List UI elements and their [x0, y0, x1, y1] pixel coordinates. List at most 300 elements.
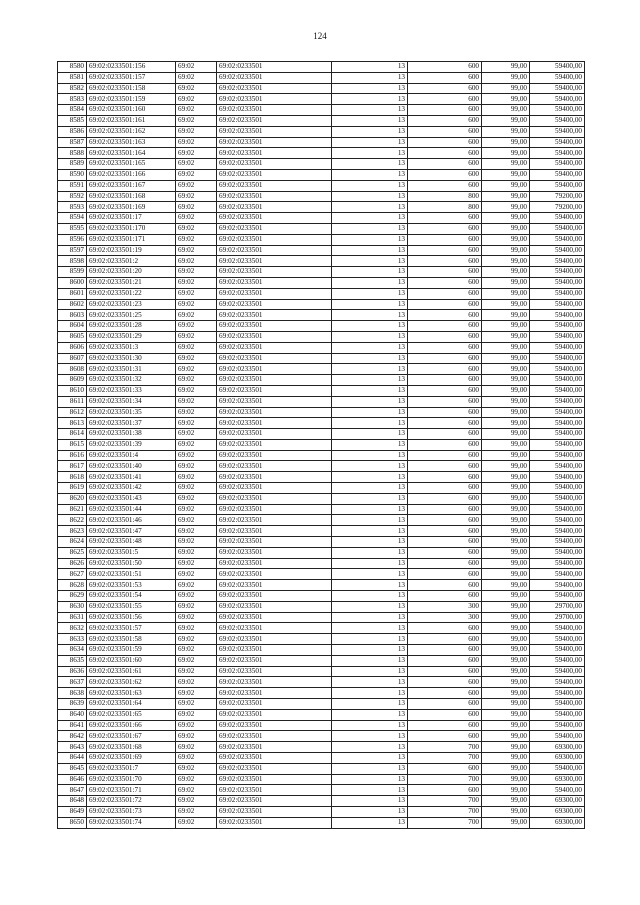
area-cell: 700	[408, 817, 482, 828]
cadastral-number-cell: 69:02:0233501:46	[87, 515, 176, 526]
region-code-cell: 69:02	[176, 731, 217, 742]
value-cell: 59400,00	[530, 515, 585, 526]
region-code-cell: 69:02	[176, 472, 217, 483]
cadastral-number-cell: 69:02:0233501:156	[87, 62, 176, 73]
cadastral-number-cell: 69:02:0233501:48	[87, 537, 176, 548]
cadastral-number-cell: 69:02:0233501:35	[87, 407, 176, 418]
category-code-cell: 13	[332, 342, 408, 353]
quarter-cell: 69:02:0233501	[217, 569, 332, 580]
rate-cell: 99,00	[482, 785, 530, 796]
table-row	[58, 375, 585, 386]
cadastral-number-cell: 69:02:0233501:158	[87, 83, 176, 94]
table-row	[58, 299, 585, 310]
value-cell: 59400,00	[530, 504, 585, 515]
rate-cell: 99,00	[482, 105, 530, 116]
row-number-cell: 8617	[58, 461, 87, 472]
quarter-cell: 69:02:0233501	[217, 342, 332, 353]
rate-cell: 99,00	[482, 385, 530, 396]
quarter-cell: 69:02:0233501	[217, 72, 332, 83]
value-cell: 59400,00	[530, 547, 585, 558]
rate-cell: 99,00	[482, 569, 530, 580]
cadastral-number-cell: 69:02:0233501:166	[87, 169, 176, 180]
region-code-cell: 69:02	[176, 558, 217, 569]
value-cell: 59400,00	[530, 331, 585, 342]
row-number-cell: 8592	[58, 191, 87, 202]
rate-cell: 99,00	[482, 688, 530, 699]
value-cell: 59400,00	[530, 126, 585, 137]
rate-cell: 99,00	[482, 774, 530, 785]
cadastral-number-cell: 69:02:0233501:62	[87, 677, 176, 688]
table-row	[58, 569, 585, 580]
rate-cell: 99,00	[482, 806, 530, 817]
region-code-cell: 69:02	[176, 353, 217, 364]
category-code-cell: 13	[332, 547, 408, 558]
table-row	[58, 763, 585, 774]
region-code-cell: 69:02	[176, 623, 217, 634]
row-number-cell: 8605	[58, 331, 87, 342]
area-cell: 600	[408, 223, 482, 234]
area-cell: 600	[408, 623, 482, 634]
page-number: 124	[313, 31, 327, 41]
value-cell: 79200,00	[530, 202, 585, 213]
category-code-cell: 13	[332, 105, 408, 116]
rate-cell: 99,00	[482, 299, 530, 310]
region-code-cell: 69:02	[176, 493, 217, 504]
category-code-cell: 13	[332, 731, 408, 742]
region-code-cell: 69:02	[176, 277, 217, 288]
row-number-cell: 8590	[58, 169, 87, 180]
area-cell: 600	[408, 504, 482, 515]
row-number-cell: 8628	[58, 580, 87, 591]
row-number-cell: 8631	[58, 612, 87, 623]
area-cell: 600	[408, 493, 482, 504]
category-code-cell: 13	[332, 493, 408, 504]
cadastral-number-cell: 69:02:0233501:22	[87, 288, 176, 299]
table-row	[58, 72, 585, 83]
cadastral-number-cell: 69:02:0233501:38	[87, 429, 176, 440]
table-row	[58, 321, 585, 332]
value-cell: 59400,00	[530, 385, 585, 396]
area-cell: 600	[408, 364, 482, 375]
rate-cell: 99,00	[482, 223, 530, 234]
category-code-cell: 13	[332, 612, 408, 623]
quarter-cell: 69:02:0233501	[217, 245, 332, 256]
region-code-cell: 69:02	[176, 439, 217, 450]
value-cell: 69300,00	[530, 817, 585, 828]
table-row	[58, 418, 585, 429]
category-code-cell: 13	[332, 623, 408, 634]
region-code-cell: 69:02	[176, 234, 217, 245]
value-cell: 59400,00	[530, 105, 585, 116]
region-code-cell: 69:02	[176, 213, 217, 224]
area-cell: 600	[408, 94, 482, 105]
region-code-cell: 69:02	[176, 72, 217, 83]
cadastral-number-cell: 69:02:0233501:7	[87, 763, 176, 774]
row-number-cell: 8593	[58, 202, 87, 213]
area-cell: 600	[408, 580, 482, 591]
quarter-cell: 69:02:0233501	[217, 256, 332, 267]
area-cell: 600	[408, 418, 482, 429]
rate-cell: 99,00	[482, 267, 530, 278]
area-cell: 600	[408, 169, 482, 180]
table-row	[58, 310, 585, 321]
rate-cell: 99,00	[482, 537, 530, 548]
rate-cell: 99,00	[482, 364, 530, 375]
category-code-cell: 13	[332, 709, 408, 720]
region-code-cell: 69:02	[176, 191, 217, 202]
quarter-cell: 69:02:0233501	[217, 202, 332, 213]
quarter-cell: 69:02:0233501	[217, 277, 332, 288]
cadastral-number-cell: 69:02:0233501:57	[87, 623, 176, 634]
row-number-cell: 8602	[58, 299, 87, 310]
table-body	[58, 62, 585, 829]
cadastral-number-cell: 69:02:0233501:54	[87, 591, 176, 602]
cadastral-number-cell: 69:02:0233501:34	[87, 396, 176, 407]
region-code-cell: 69:02	[176, 180, 217, 191]
area-cell: 600	[408, 472, 482, 483]
cadastral-number-cell: 69:02:0233501:23	[87, 299, 176, 310]
cadastral-number-cell: 69:02:0233501:159	[87, 94, 176, 105]
value-cell: 59400,00	[530, 299, 585, 310]
value-cell: 59400,00	[530, 493, 585, 504]
row-number-cell: 8580	[58, 62, 87, 73]
rate-cell: 99,00	[482, 331, 530, 342]
area-cell: 300	[408, 601, 482, 612]
area-cell: 600	[408, 137, 482, 148]
row-number-cell: 8582	[58, 83, 87, 94]
area-cell: 600	[408, 558, 482, 569]
rate-cell: 99,00	[482, 353, 530, 364]
quarter-cell: 69:02:0233501	[217, 645, 332, 656]
table-row	[58, 288, 585, 299]
row-number-cell: 8597	[58, 245, 87, 256]
quarter-cell: 69:02:0233501	[217, 634, 332, 645]
region-code-cell: 69:02	[176, 796, 217, 807]
quarter-cell: 69:02:0233501	[217, 785, 332, 796]
row-number-cell: 8613	[58, 418, 87, 429]
table-row	[58, 806, 585, 817]
region-code-cell: 69:02	[176, 62, 217, 73]
quarter-cell: 69:02:0233501	[217, 526, 332, 537]
cadastral-number-cell: 69:02:0233501:42	[87, 483, 176, 494]
region-code-cell: 69:02	[176, 666, 217, 677]
category-code-cell: 13	[332, 742, 408, 753]
quarter-cell: 69:02:0233501	[217, 234, 332, 245]
table-row	[58, 245, 585, 256]
rate-cell: 99,00	[482, 504, 530, 515]
value-cell: 59400,00	[530, 159, 585, 170]
table-row	[58, 699, 585, 710]
cadastral-number-cell: 69:02:0233501:73	[87, 806, 176, 817]
category-code-cell: 13	[332, 645, 408, 656]
category-code-cell: 13	[332, 785, 408, 796]
row-number-cell: 8647	[58, 785, 87, 796]
cadastral-number-cell: 69:02:0233501:61	[87, 666, 176, 677]
quarter-cell: 69:02:0233501	[217, 191, 332, 202]
region-code-cell: 69:02	[176, 504, 217, 515]
cadastral-number-cell: 69:02:0233501:170	[87, 223, 176, 234]
row-number-cell: 8626	[58, 558, 87, 569]
cadastral-number-cell: 69:02:0233501:30	[87, 353, 176, 364]
row-number-cell: 8599	[58, 267, 87, 278]
area-cell: 600	[408, 407, 482, 418]
area-cell: 600	[408, 342, 482, 353]
cadastral-number-cell: 69:02:0233501:60	[87, 655, 176, 666]
value-cell: 59400,00	[530, 569, 585, 580]
quarter-cell: 69:02:0233501	[217, 180, 332, 191]
category-code-cell: 13	[332, 796, 408, 807]
rate-cell: 99,00	[482, 796, 530, 807]
category-code-cell: 13	[332, 537, 408, 548]
area-cell: 600	[408, 645, 482, 656]
region-code-cell: 69:02	[176, 137, 217, 148]
row-number-cell: 8644	[58, 753, 87, 764]
category-code-cell: 13	[332, 62, 408, 73]
table-row	[58, 753, 585, 764]
category-code-cell: 13	[332, 817, 408, 828]
value-cell: 59400,00	[530, 591, 585, 602]
rate-cell: 99,00	[482, 126, 530, 137]
row-number-cell: 8630	[58, 601, 87, 612]
quarter-cell: 69:02:0233501	[217, 623, 332, 634]
area-cell: 600	[408, 634, 482, 645]
category-code-cell: 13	[332, 429, 408, 440]
table-row	[58, 591, 585, 602]
quarter-cell: 69:02:0233501	[217, 267, 332, 278]
category-code-cell: 13	[332, 526, 408, 537]
row-number-cell: 8606	[58, 342, 87, 353]
quarter-cell: 69:02:0233501	[217, 439, 332, 450]
rate-cell: 99,00	[482, 159, 530, 170]
cadastral-number-cell: 69:02:0233501:43	[87, 493, 176, 504]
area-cell: 600	[408, 115, 482, 126]
row-number-cell: 8645	[58, 763, 87, 774]
category-code-cell: 13	[332, 137, 408, 148]
cadastral-number-cell: 69:02:0233501:17	[87, 213, 176, 224]
rate-cell: 99,00	[482, 763, 530, 774]
category-code-cell: 13	[332, 688, 408, 699]
value-cell: 59400,00	[530, 115, 585, 126]
table-row	[58, 612, 585, 623]
quarter-cell: 69:02:0233501	[217, 385, 332, 396]
region-code-cell: 69:02	[176, 591, 217, 602]
cadastral-number-cell: 69:02:0233501:65	[87, 709, 176, 720]
table-row	[58, 169, 585, 180]
table-row	[58, 634, 585, 645]
row-number-cell: 8633	[58, 634, 87, 645]
category-code-cell: 13	[332, 234, 408, 245]
region-code-cell: 69:02	[176, 655, 217, 666]
row-number-cell: 8632	[58, 623, 87, 634]
category-code-cell: 13	[332, 666, 408, 677]
table-row	[58, 450, 585, 461]
category-code-cell: 13	[332, 256, 408, 267]
value-cell: 59400,00	[530, 321, 585, 332]
value-cell: 59400,00	[530, 439, 585, 450]
row-number-cell: 8643	[58, 742, 87, 753]
quarter-cell: 69:02:0233501	[217, 666, 332, 677]
rate-cell: 99,00	[482, 407, 530, 418]
quarter-cell: 69:02:0233501	[217, 472, 332, 483]
cadastral-number-cell: 69:02:0233501:2	[87, 256, 176, 267]
area-cell: 600	[408, 709, 482, 720]
row-number-cell: 8609	[58, 375, 87, 386]
value-cell: 59400,00	[530, 720, 585, 731]
rate-cell: 99,00	[482, 591, 530, 602]
quarter-cell: 69:02:0233501	[217, 796, 332, 807]
category-code-cell: 13	[332, 331, 408, 342]
area-cell: 600	[408, 288, 482, 299]
category-code-cell: 13	[332, 364, 408, 375]
category-code-cell: 13	[332, 591, 408, 602]
rate-cell: 99,00	[482, 817, 530, 828]
area-cell: 600	[408, 375, 482, 386]
table-row	[58, 396, 585, 407]
value-cell: 59400,00	[530, 213, 585, 224]
quarter-cell: 69:02:0233501	[217, 331, 332, 342]
cadastral-number-cell: 69:02:0233501:71	[87, 785, 176, 796]
region-code-cell: 69:02	[176, 645, 217, 656]
area-cell: 600	[408, 450, 482, 461]
quarter-cell: 69:02:0233501	[217, 126, 332, 137]
category-code-cell: 13	[332, 277, 408, 288]
category-code-cell: 13	[332, 202, 408, 213]
quarter-cell: 69:02:0233501	[217, 806, 332, 817]
table-row	[58, 483, 585, 494]
value-cell: 59400,00	[530, 645, 585, 656]
area-cell: 600	[408, 720, 482, 731]
row-number-cell: 8620	[58, 493, 87, 504]
row-number-cell: 8601	[58, 288, 87, 299]
value-cell: 59400,00	[530, 558, 585, 569]
table-row	[58, 439, 585, 450]
rate-cell: 99,00	[482, 234, 530, 245]
region-code-cell: 69:02	[176, 126, 217, 137]
rate-cell: 99,00	[482, 450, 530, 461]
row-number-cell: 8588	[58, 148, 87, 159]
rate-cell: 99,00	[482, 321, 530, 332]
rate-cell: 99,00	[482, 699, 530, 710]
value-cell: 69300,00	[530, 806, 585, 817]
table-row	[58, 364, 585, 375]
value-cell: 69300,00	[530, 796, 585, 807]
cadastral-table	[57, 61, 585, 829]
quarter-cell: 69:02:0233501	[217, 720, 332, 731]
quarter-cell: 69:02:0233501	[217, 169, 332, 180]
value-cell: 59400,00	[530, 580, 585, 591]
region-code-cell: 69:02	[176, 288, 217, 299]
cadastral-number-cell: 69:02:0233501:47	[87, 526, 176, 537]
quarter-cell: 69:02:0233501	[217, 83, 332, 94]
region-code-cell: 69:02	[176, 742, 217, 753]
category-code-cell: 13	[332, 385, 408, 396]
area-cell: 700	[408, 742, 482, 753]
cadastral-number-cell: 69:02:0233501:25	[87, 310, 176, 321]
row-number-cell: 8615	[58, 439, 87, 450]
value-cell: 59400,00	[530, 72, 585, 83]
region-code-cell: 69:02	[176, 580, 217, 591]
region-code-cell: 69:02	[176, 418, 217, 429]
rate-cell: 99,00	[482, 731, 530, 742]
rate-cell: 99,00	[482, 115, 530, 126]
area-cell: 600	[408, 547, 482, 558]
category-code-cell: 13	[332, 299, 408, 310]
value-cell: 59400,00	[530, 472, 585, 483]
quarter-cell: 69:02:0233501	[217, 418, 332, 429]
area-cell: 800	[408, 191, 482, 202]
rate-cell: 99,00	[482, 645, 530, 656]
region-code-cell: 69:02	[176, 364, 217, 375]
cadastral-number-cell: 69:02:0233501:67	[87, 731, 176, 742]
rate-cell: 99,00	[482, 720, 530, 731]
row-number-cell: 8636	[58, 666, 87, 677]
quarter-cell: 69:02:0233501	[217, 407, 332, 418]
region-code-cell: 69:02	[176, 612, 217, 623]
area-cell: 600	[408, 515, 482, 526]
area-cell: 800	[408, 202, 482, 213]
table-row	[58, 774, 585, 785]
value-cell: 59400,00	[530, 277, 585, 288]
table-row	[58, 666, 585, 677]
row-number-cell: 8612	[58, 407, 87, 418]
quarter-cell: 69:02:0233501	[217, 288, 332, 299]
row-number-cell: 8581	[58, 72, 87, 83]
quarter-cell: 69:02:0233501	[217, 115, 332, 126]
category-code-cell: 13	[332, 558, 408, 569]
quarter-cell: 69:02:0233501	[217, 753, 332, 764]
area-cell: 600	[408, 72, 482, 83]
cadastral-number-cell: 69:02:0233501:20	[87, 267, 176, 278]
row-number-cell: 8642	[58, 731, 87, 742]
quarter-cell: 69:02:0233501	[217, 537, 332, 548]
row-number-cell: 8648	[58, 796, 87, 807]
value-cell: 59400,00	[530, 62, 585, 73]
quarter-cell: 69:02:0233501	[217, 742, 332, 753]
cadastral-number-cell: 69:02:0233501:160	[87, 105, 176, 116]
category-code-cell: 13	[332, 763, 408, 774]
area-cell: 700	[408, 753, 482, 764]
cadastral-number-cell: 69:02:0233501:72	[87, 796, 176, 807]
value-cell: 59400,00	[530, 396, 585, 407]
rate-cell: 99,00	[482, 169, 530, 180]
category-code-cell: 13	[332, 288, 408, 299]
row-number-cell: 8629	[58, 591, 87, 602]
row-number-cell: 8607	[58, 353, 87, 364]
rate-cell: 99,00	[482, 83, 530, 94]
region-code-cell: 69:02	[176, 526, 217, 537]
rate-cell: 99,00	[482, 396, 530, 407]
area-cell: 600	[408, 277, 482, 288]
rate-cell: 99,00	[482, 612, 530, 623]
area-cell: 600	[408, 699, 482, 710]
quarter-cell: 69:02:0233501	[217, 364, 332, 375]
cadastral-number-cell: 69:02:0233501:5	[87, 547, 176, 558]
table-row	[58, 817, 585, 828]
row-number-cell: 8604	[58, 321, 87, 332]
quarter-cell: 69:02:0233501	[217, 677, 332, 688]
value-cell: 59400,00	[530, 537, 585, 548]
category-code-cell: 13	[332, 634, 408, 645]
rate-cell: 99,00	[482, 461, 530, 472]
category-code-cell: 13	[332, 699, 408, 710]
region-code-cell: 69:02	[176, 677, 217, 688]
quarter-cell: 69:02:0233501	[217, 461, 332, 472]
area-cell: 700	[408, 796, 482, 807]
rate-cell: 99,00	[482, 601, 530, 612]
quarter-cell: 69:02:0233501	[217, 655, 332, 666]
region-code-cell: 69:02	[176, 763, 217, 774]
cadastral-number-cell: 69:02:0233501:68	[87, 742, 176, 753]
